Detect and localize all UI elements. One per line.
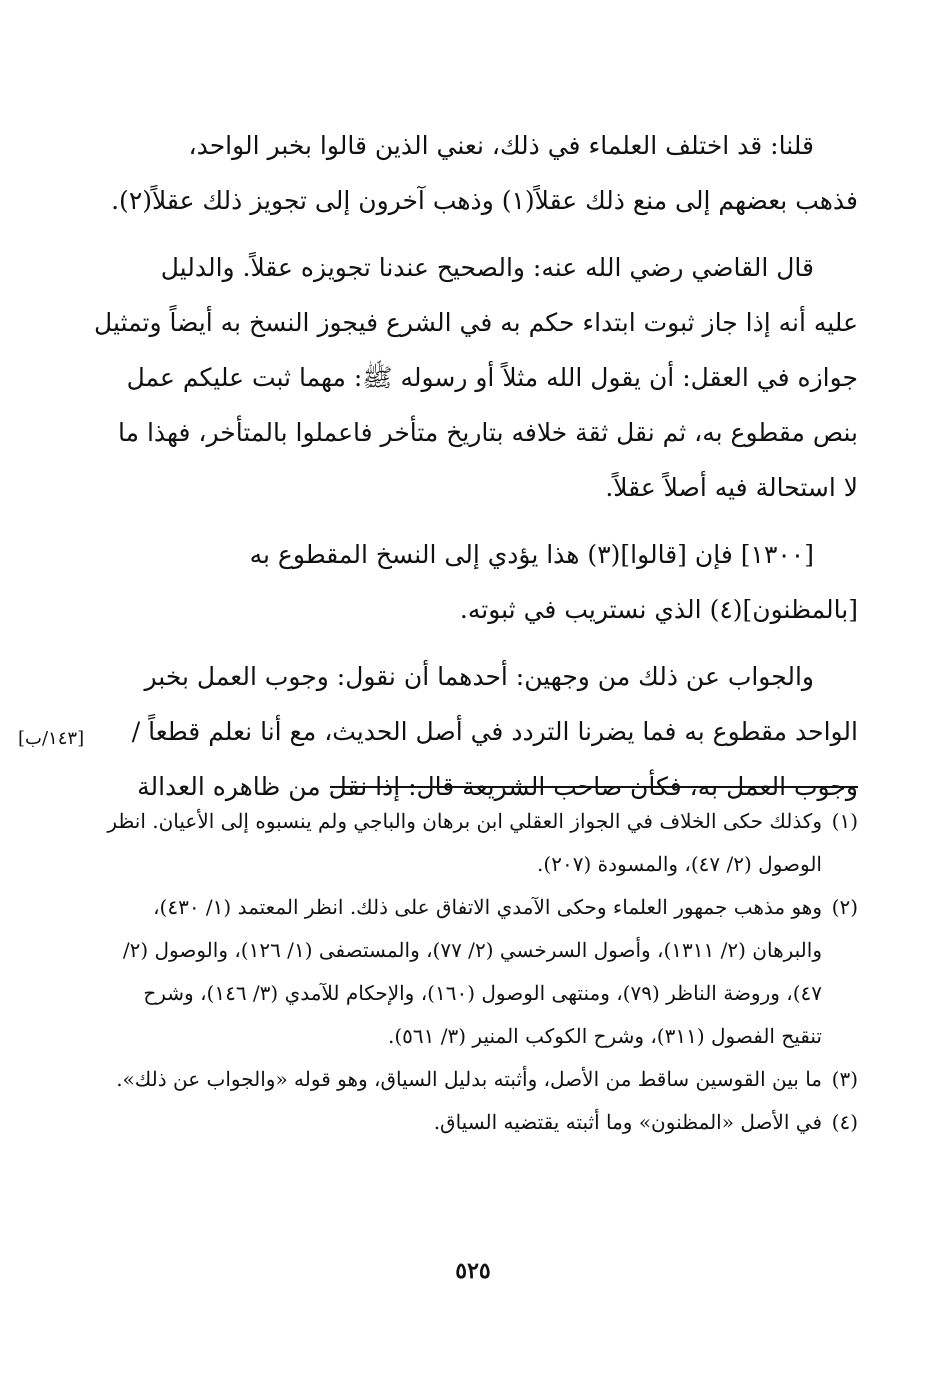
paragraph-3 xyxy=(100,527,858,637)
paragraph-1 xyxy=(100,118,858,228)
footnote-text: وكذلك حكى الخلاف في الجواز العقلي ابن برهان والباجي ولم ينسبوه إلى الأعيان. انظر الوصول (٢/ ٤٧)، والمسودة (٢٠٧). xyxy=(107,809,822,876)
text-line: فذهب بعضهم إلى منع ذلك عقلاً(١) وذهب آخرون إلى تجويز ذلك عقلاً(٢). xyxy=(111,186,858,215)
text-line: والجواب عن ذلك من وجهين: أحدهما أن نقول: وجوب العمل بخبر xyxy=(144,662,814,691)
text-line: الواحد مقطوع به فما يضرنا التردد في أصل الحديث، مع أنا نعلم قطعاً / xyxy=(131,717,858,746)
footnote-number: (٤) xyxy=(831,1110,858,1134)
footnote-number: (٢) xyxy=(831,895,858,919)
manuscript-folio-note: [١٤٣/ب] xyxy=(18,728,85,749)
paragraph-2 xyxy=(94,240,858,515)
footnote-4 xyxy=(100,1101,858,1144)
text-line: بنص مقطوع به، ثم نقل ثقة خلافه بتاريخ متأخر فاعملوا بالمتأخر، فهذا ما xyxy=(117,418,858,447)
text-line: [١٣٠٠] فإن [قالوا](٣) هذا يؤدي إلى النسخ المقطوع به xyxy=(249,540,814,569)
footnote-separator xyxy=(330,786,858,788)
paragraph-4 xyxy=(18,649,858,814)
text-line: لا استحالة فيه أصلاً عقلاً. xyxy=(605,473,858,502)
text-line: قلنا: قد اختلف العلماء في ذلك، نعني الذين قالوا بخبر الواحد، xyxy=(188,131,814,160)
main-text xyxy=(18,118,858,826)
footnotes xyxy=(100,800,858,1144)
footnote-1 xyxy=(100,800,858,886)
footnote-number: (٣) xyxy=(831,1067,858,1091)
text-line: [بالمظنون](٤) الذي نستريب في ثبوته. xyxy=(459,595,858,624)
text-line: جوازه في العقل: أن يقول الله مثلاً أو رسوله ﷺ: مهما ثبت عليكم عمل xyxy=(126,363,858,392)
footnote-number: (١) xyxy=(831,809,858,833)
text-line: وجوب العمل به، فكأن صاحب الشريعة قال: إذا نقل من ظاهره العدالة xyxy=(137,772,858,801)
footnote-text: في الأصل «المظنون» وما أثبته يقتضيه السياق. xyxy=(433,1110,822,1134)
page-number: ٥٢٥ xyxy=(455,1258,491,1284)
text-line: عليه أنه إذا جاز ثبوت ابتداء حكم به في الشرع فيجوز النسخ به أيضاً وتمثيل xyxy=(94,308,858,337)
footnote-3 xyxy=(100,1058,858,1101)
footnote-text: وهو مذهب جمهور العلماء وحكى الآمدي الاتفاق على ذلك. انظر المعتمد (١/ ٤٣٠)، والبرهان (٢/ ١٣١١)، وأصول السرخسي (٢/ ٧٧)، والمستصفى (١/ ١٢٦)، والوصول (٢/ ٤٧)، وروضة الناظر (٧٩)، ومنتهى الوصول (١٦٠)، والإحكام للآمدي (٣/ ١٤٦)، وشرح تنقيح الفصول (٣١١)، وشرح الكوكب المنير (٣/ ٥٦١). xyxy=(122,895,822,1048)
text-line: قال القاضي رضي الله عنه: والصحيح عندنا تجويزه عقلاً. والدليل xyxy=(160,253,814,282)
footnote-2 xyxy=(100,886,858,1058)
footnote-text: ما بين القوسين ساقط من الأصل، وأثبته بدليل السياق، وهو قوله «والجواب عن ذلك». xyxy=(116,1067,822,1091)
